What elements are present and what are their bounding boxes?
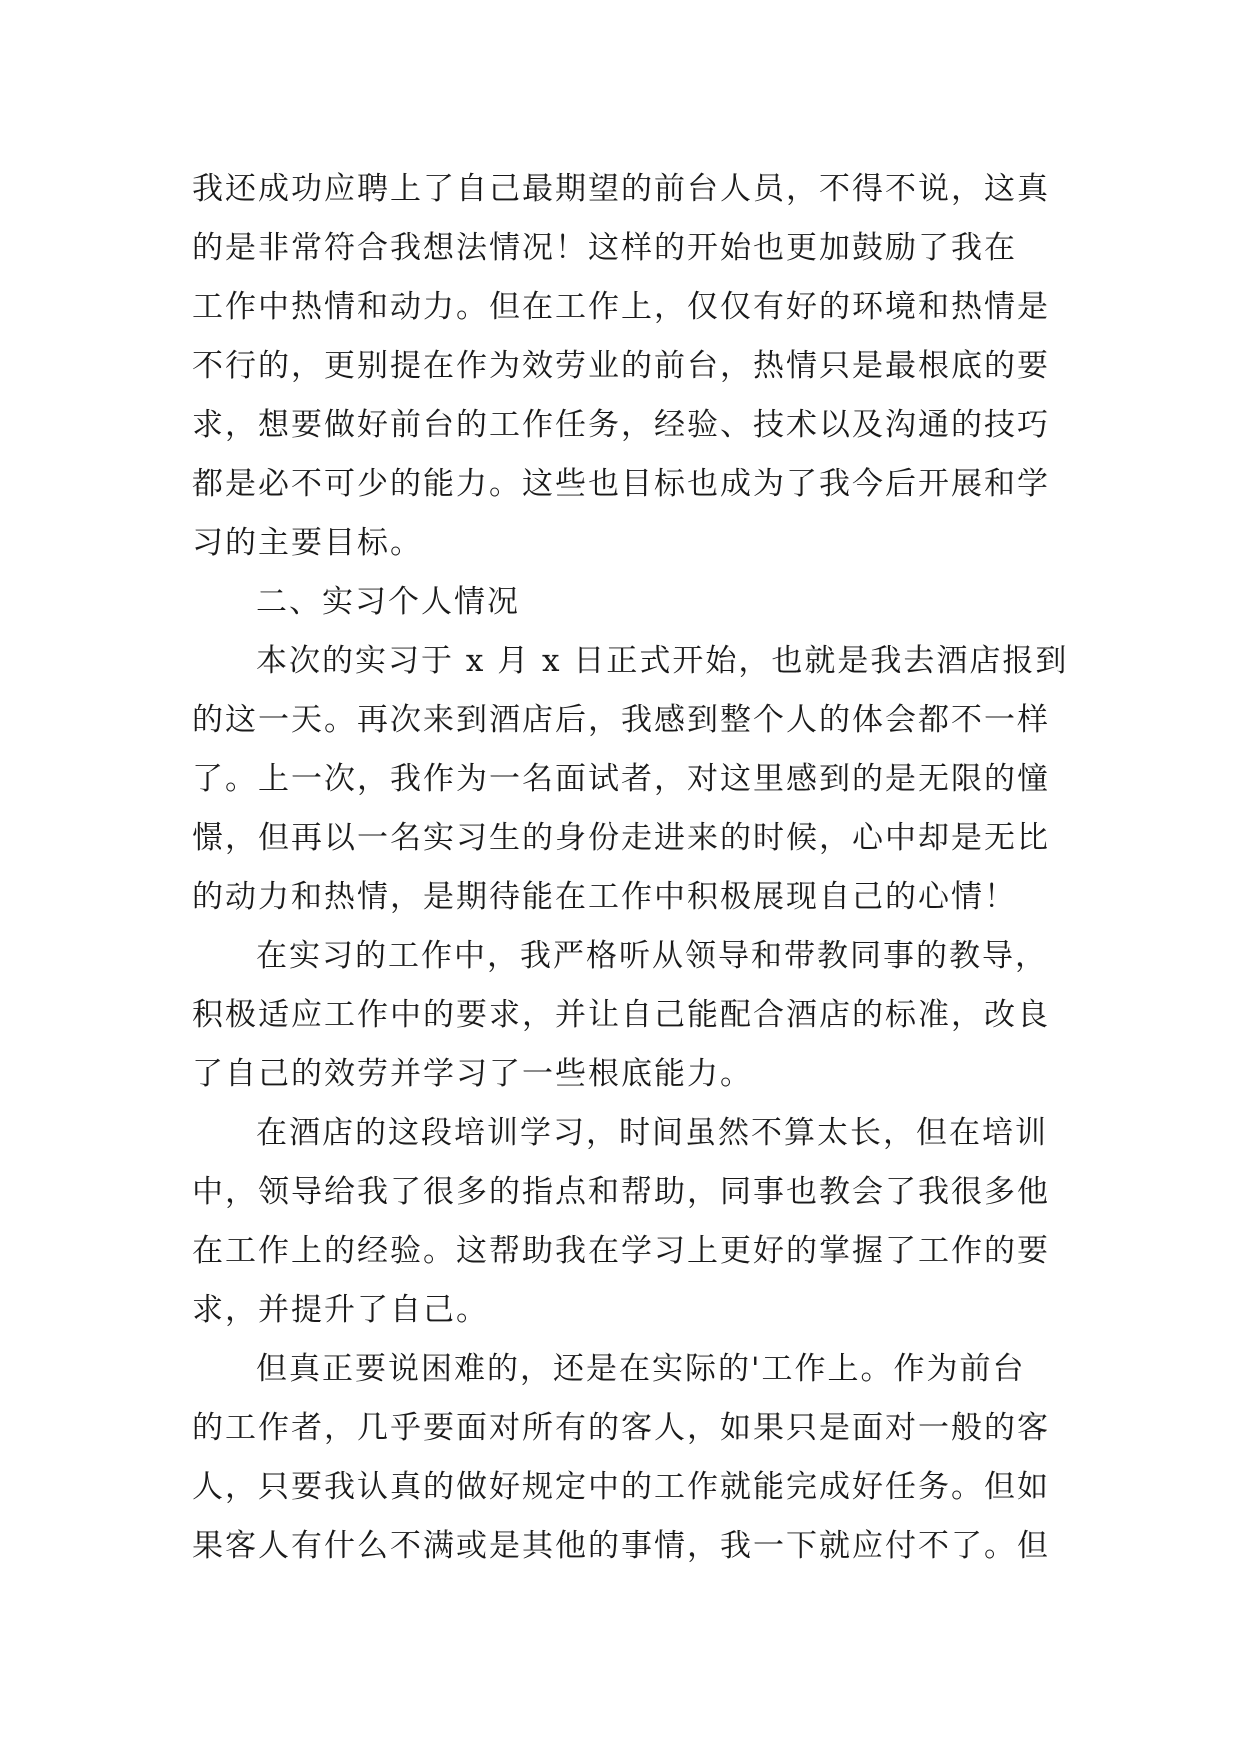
text-line: 人，只要我认真的做好规定中的工作就能完成好任务。但如 — [192, 1469, 1050, 1505]
section-heading: 二、实习个人情况 — [256, 584, 520, 620]
text-line: 了。上一次，我作为一名面试者，对这里感到的是无限的憧 — [192, 761, 1050, 797]
text-line: 都是必不可少的能力。这些也目标也成为了我今后开展和学 — [192, 466, 1050, 502]
text-line: 憬，但再以一名实习生的身份走进来的时候，心中却是无比 — [192, 820, 1050, 856]
text-line: 求，并提升了自己。 — [192, 1292, 489, 1328]
text-line: 中，领导给我了很多的指点和帮助，同事也教会了我很多他 — [192, 1174, 1050, 1210]
text-line: 我还成功应聘上了自己最期望的前台人员，不得不说，这真 — [192, 171, 1050, 207]
text-line: 了自己的效劳并学习了一些根底能力。 — [192, 1056, 753, 1092]
paragraph-start-line: 在酒店的这段培训学习，时间虽然不算太长，但在培训 — [256, 1115, 1048, 1151]
text-line: 积极适应工作中的要求，并让自己能配合酒店的标准，改良 — [192, 997, 1050, 1033]
paragraph-start-line: 在实习的工作中，我严格听从领导和带教同事的教导， — [256, 938, 1048, 974]
text-line: 的是非常符合我想法情况！这样的开始也更加鼓励了我在 — [192, 230, 1017, 266]
paragraph-start-line: 本次的实习于 x 月 x 日正式开始，也就是我去酒店报到 — [256, 643, 1069, 679]
text-line: 求，想要做好前台的工作任务，经验、技术以及沟通的技巧 — [192, 407, 1050, 443]
text-line: 的动力和热情，是期待能在工作中积极展现自己的心情！ — [192, 879, 1017, 915]
text-line: 不行的，更别提在作为效劳业的前台，热情只是最根底的要 — [192, 348, 1050, 384]
text-line: 的工作者，几乎要面对所有的客人，如果只是面对一般的客 — [192, 1410, 1050, 1446]
paragraph-start-line: 但真正要说困难的，还是在实际的'工作上。作为前台 — [256, 1351, 1026, 1387]
text-line: 在工作上的经验。这帮助我在学习上更好的掌握了工作的要 — [192, 1233, 1050, 1269]
document-body — [192, 160, 1069, 1576]
text-line: 的这一天。再次来到酒店后，我感到整个人的体会都不一样 — [192, 702, 1050, 738]
text-line: 果客人有什么不满或是其他的事情，我一下就应付不了。但 — [192, 1528, 1050, 1564]
text-line: 工作中热情和动力。但在工作上，仅仅有好的环境和热情是 — [192, 289, 1050, 325]
text-line: 习的主要目标。 — [192, 525, 423, 561]
